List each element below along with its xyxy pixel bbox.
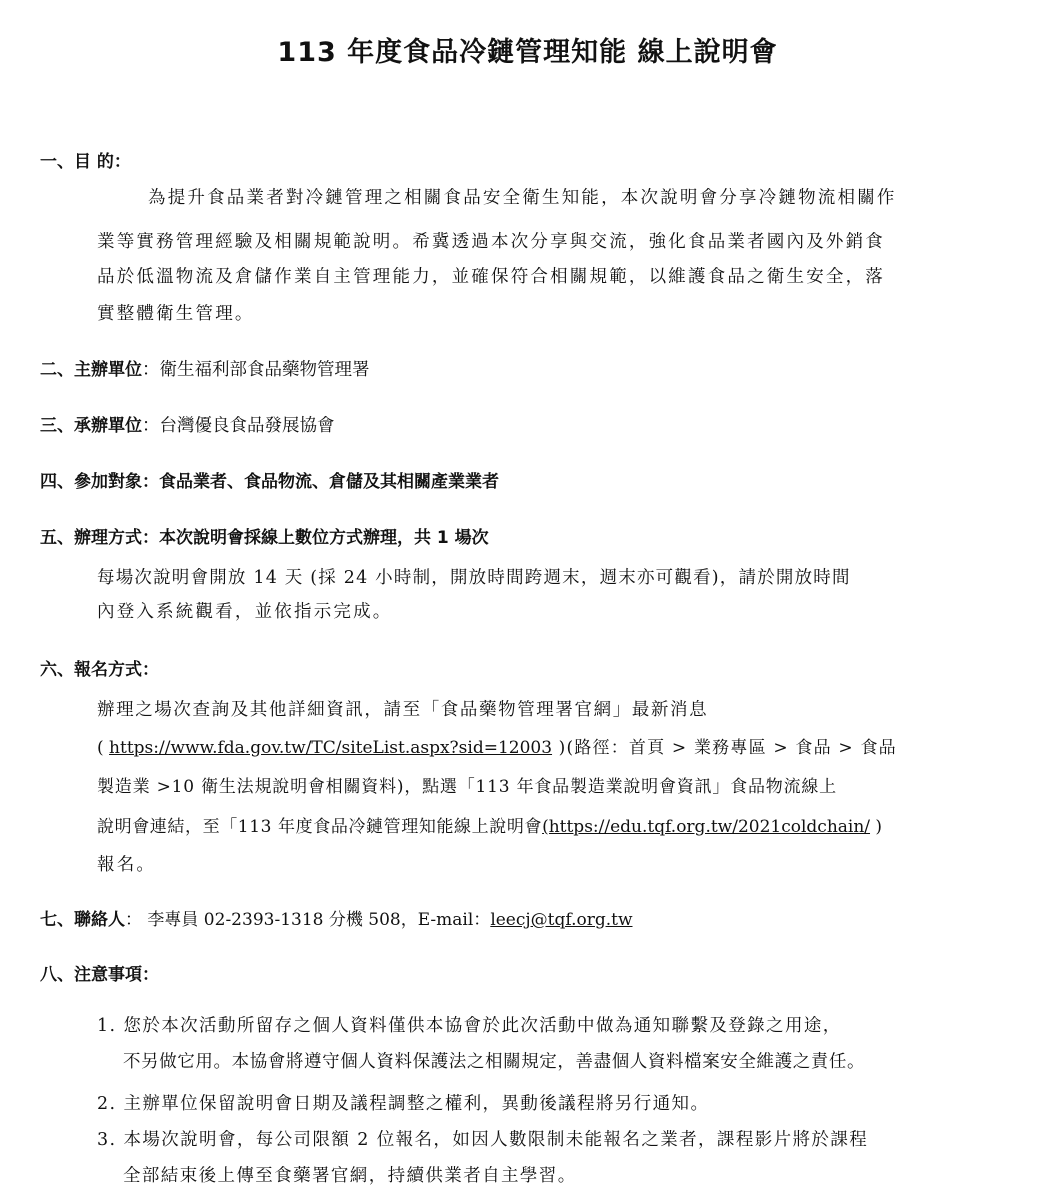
section-6-line: 報名。 <box>97 855 157 875</box>
text: 說明會連結，至「113 年度食品冷鏈管理知能線上說明會 <box>97 817 543 837</box>
notice-item: 不另做它用。本協會將遵守個人資料保護法之相關規定，善盡個人資料檔案安全維護之責任。 <box>123 1052 866 1072</box>
section-7-heading: 七、聯絡人 <box>40 910 125 930</box>
section-6-heading: 六、報名方式： <box>40 660 159 680</box>
section-3-text: ：台灣優良食品發展協會 <box>142 416 335 436</box>
section-7 <box>40 908 633 932</box>
section-6-line <box>97 736 897 760</box>
paren: ) <box>870 817 883 837</box>
section-1-line: 為提升食品業者對冷鏈管理之相關食品安全衛生知能，本次說明會分享冷鏈物流相關作 <box>148 188 897 208</box>
section-1-heading: 一、目 的： <box>40 152 131 172</box>
section-6-line: 辦理之場次查詢及其他詳細資訊，請至「食品藥物管理署官網」最新消息 <box>97 700 709 720</box>
paren: ( <box>97 738 110 758</box>
section-3 <box>40 414 335 438</box>
fda-link[interactable]: https://www.fda.gov.tw/TC/siteList.aspx?sid=12003 <box>109 738 553 758</box>
section-5-line: 內登入系統觀看，並依指示完成。 <box>97 602 393 622</box>
notice-item: 全部結束後上傳至食藥署官網，持續供業者自主學習。 <box>123 1166 577 1186</box>
section-5-heading: 五、辦理方式：本次說明會採線上數位方式辦理，共 1 場次 <box>40 528 489 548</box>
section-2-text: ：衛生福利部食品藥物管理署 <box>142 360 370 380</box>
section-6-line: 製造業 >10 衛生法規說明會相關資料)，點選「113 年食品製造業說明會資訊」食品物流線上 <box>97 777 837 797</box>
section-8-heading: 八、注意事項： <box>40 965 159 985</box>
notice-item: 2. 主辦單位保留說明會日期及議程調整之權利，異動後議程將另行通知。 <box>97 1094 710 1114</box>
notice-item: 3. 本場次說明會，每公司限額 2 位報名，如因人數限制未能報名之業者，課程影片將於課程 <box>97 1130 869 1150</box>
email-link[interactable]: leecj@tqf.org.tw <box>490 910 633 930</box>
document-title: 113 年度食品冷鏈管理知能 線上說明會 <box>277 37 778 68</box>
section-2 <box>40 358 370 382</box>
notice-item: 1. 您於本次活動所留存之個人資料僅供本協會於此次活動中做為通知聯繫及登錄之用途， <box>97 1016 842 1036</box>
section-1-line: 業等實務管理經驗及相關規範說明。希冀透過本次分享與交流，強化食品業者國內及外銷食 <box>97 232 885 252</box>
section-1-line: 品於低溫物流及倉儲作業自主管理能力，並確保符合相關規範，以維護食品之衛生安全，落 <box>97 267 885 287</box>
section-3-heading: 三、承辦單位 <box>40 416 142 436</box>
section-6-line <box>97 815 882 839</box>
section-1-line: 實整體衛生管理。 <box>97 304 255 324</box>
section-2-heading: 二、主辦單位 <box>40 360 142 380</box>
path-text: )(路徑：首頁 > 業務專區 > 食品 > 食品 <box>552 738 897 758</box>
section-5-line: 每場次說明會開放 14 天 (採 24 小時制，開放時間跨週末，週末亦可觀看)，請於開放時間 <box>97 568 851 588</box>
section-4-heading: 四、參加對象：食品業者、食品物流、倉儲及其相關產業業者 <box>40 472 499 492</box>
tqf-link[interactable]: (https://edu.tqf.org.tw/2021coldchain/ <box>542 817 871 837</box>
section-7-text: ： 李專員 02-2393-1318 分機 508，E-mail： <box>125 910 491 930</box>
